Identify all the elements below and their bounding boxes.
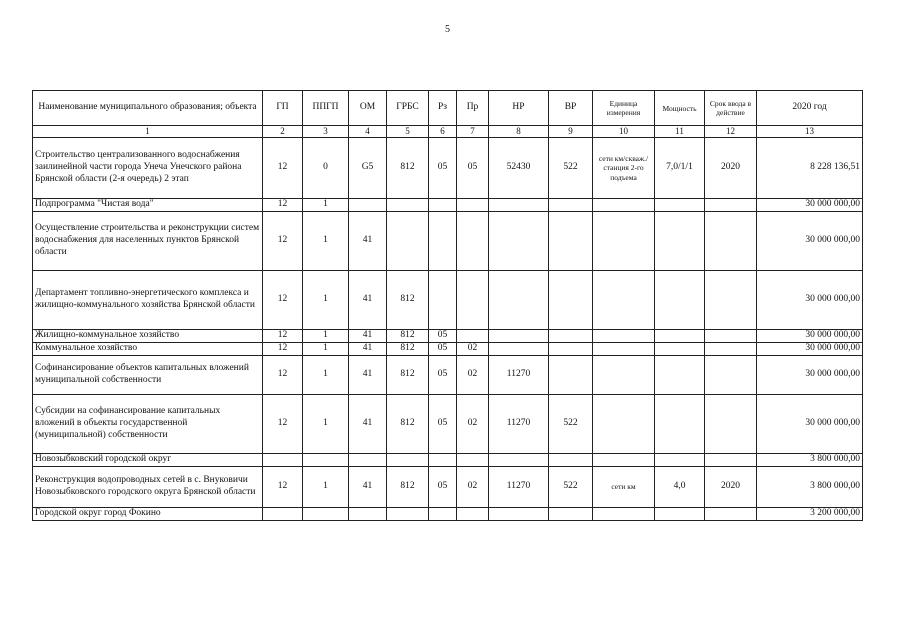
table-cell xyxy=(593,355,655,394)
table-cell: Субсидии на софинансирование капитальных вложений в объекты государственной (муниципальной) собственности xyxy=(33,394,263,453)
table-cell xyxy=(549,355,593,394)
table-cell: 8 228 136,51 xyxy=(757,138,863,199)
header-grbs: ГРБС xyxy=(387,91,429,126)
table-cell xyxy=(549,507,593,520)
table-cell xyxy=(655,199,705,212)
col-number: 11 xyxy=(655,126,705,138)
table-cell xyxy=(349,199,387,212)
header-pr: Пр xyxy=(457,91,489,126)
table-cell: Коммунальное хозяйство xyxy=(33,343,263,356)
table-cell: 1 xyxy=(303,212,349,271)
table-cell xyxy=(387,212,429,271)
table-cell xyxy=(549,330,593,343)
table-cell xyxy=(705,507,757,520)
table-cell xyxy=(457,453,489,466)
table-cell xyxy=(655,271,705,330)
table-cell xyxy=(457,199,489,212)
table-cell xyxy=(489,271,549,330)
table-cell xyxy=(705,330,757,343)
table-cell: 30 000 000,00 xyxy=(757,330,863,343)
table-cell: 41 xyxy=(349,343,387,356)
table-cell: 41 xyxy=(349,212,387,271)
table-cell xyxy=(593,212,655,271)
table-cell xyxy=(457,330,489,343)
col-number: 12 xyxy=(705,126,757,138)
table-cell xyxy=(489,453,549,466)
table-cell: 41 xyxy=(349,394,387,453)
col-number: 3 xyxy=(303,126,349,138)
table-cell: 812 xyxy=(387,138,429,199)
table-cell: 30 000 000,00 xyxy=(757,271,863,330)
table-cell xyxy=(705,212,757,271)
table-cell: 2020 xyxy=(705,466,757,507)
table-cell: 41 xyxy=(349,330,387,343)
table-cell: 02 xyxy=(457,355,489,394)
table-cell xyxy=(593,199,655,212)
table-cell: 812 xyxy=(387,466,429,507)
table-cell: 522 xyxy=(549,394,593,453)
table-cell: 12 xyxy=(263,394,303,453)
budget-table xyxy=(32,90,863,521)
table-cell: 02 xyxy=(457,343,489,356)
table-cell xyxy=(263,453,303,466)
table-cell: 3 200 000,00 xyxy=(757,507,863,520)
table-row xyxy=(33,394,863,453)
table-cell: 12 xyxy=(263,212,303,271)
table-cell: 12 xyxy=(263,330,303,343)
table-cell: Реконструкция водопроводных сетей в с. Внуковичи Новозыбковского городского округа Брянской области xyxy=(33,466,263,507)
header-row xyxy=(33,91,863,126)
table-cell: 41 xyxy=(349,466,387,507)
table-cell: 05 xyxy=(457,138,489,199)
table-cell xyxy=(655,355,705,394)
column-number-row xyxy=(33,126,863,138)
col-number: 13 xyxy=(757,126,863,138)
table-cell xyxy=(387,199,429,212)
table-cell xyxy=(489,343,549,356)
col-number: 2 xyxy=(263,126,303,138)
table-cell: 05 xyxy=(429,330,457,343)
header-name: Наименование муниципального образования; объекта xyxy=(33,91,263,126)
table-cell: 1 xyxy=(303,271,349,330)
table-cell: 30 000 000,00 xyxy=(757,212,863,271)
page-number: 5 xyxy=(445,24,450,35)
table-cell: 1 xyxy=(303,355,349,394)
col-number: 10 xyxy=(593,126,655,138)
table-cell: 12 xyxy=(263,466,303,507)
header-capacity: Мощность xyxy=(655,91,705,126)
table-cell xyxy=(705,394,757,453)
table-cell: 3 800 000,00 xyxy=(757,466,863,507)
table-cell: 2020 xyxy=(705,138,757,199)
table-cell: 12 xyxy=(263,271,303,330)
table-cell: 11270 xyxy=(489,466,549,507)
table-cell: 812 xyxy=(387,343,429,356)
table-cell: 522 xyxy=(549,466,593,507)
table-cell: 4,0 xyxy=(655,466,705,507)
table-cell: 05 xyxy=(429,466,457,507)
table-cell xyxy=(489,199,549,212)
table-cell: 30 000 000,00 xyxy=(757,199,863,212)
table-cell xyxy=(349,507,387,520)
table-cell: 41 xyxy=(349,355,387,394)
table-cell xyxy=(549,212,593,271)
table-cell: Департамент топливно-энергетического комплекса и жилищно-коммунального хозяйства Брянской области xyxy=(33,271,263,330)
table-cell xyxy=(263,507,303,520)
table-cell: 3 800 000,00 xyxy=(757,453,863,466)
table-cell: 812 xyxy=(387,394,429,453)
table-cell xyxy=(387,507,429,520)
table-cell: 1 xyxy=(303,343,349,356)
table-row xyxy=(33,507,863,520)
table-row xyxy=(33,199,863,212)
table-cell: Новозыбковский городской округ xyxy=(33,453,263,466)
header-commission-date: Срок ввода в действие xyxy=(705,91,757,126)
table-cell xyxy=(303,453,349,466)
table-cell xyxy=(429,199,457,212)
table-cell xyxy=(429,271,457,330)
header-om: ОМ xyxy=(349,91,387,126)
table-cell xyxy=(655,453,705,466)
table-cell: 812 xyxy=(387,330,429,343)
table-cell: 30 000 000,00 xyxy=(757,394,863,453)
table-cell: сети км xyxy=(593,466,655,507)
table-cell xyxy=(303,507,349,520)
table-cell xyxy=(593,271,655,330)
table-cell xyxy=(655,394,705,453)
table-cell: 02 xyxy=(457,466,489,507)
col-number: 9 xyxy=(549,126,593,138)
table-cell xyxy=(457,212,489,271)
table-cell xyxy=(655,507,705,520)
header-gp: ГП xyxy=(263,91,303,126)
table-cell: 05 xyxy=(429,394,457,453)
table-cell: 812 xyxy=(387,271,429,330)
table-cell xyxy=(549,453,593,466)
col-number: 5 xyxy=(387,126,429,138)
table-cell: 41 xyxy=(349,271,387,330)
col-number: 6 xyxy=(429,126,457,138)
table-row xyxy=(33,355,863,394)
table-cell: 1 xyxy=(303,330,349,343)
header-vr: ВР xyxy=(549,91,593,126)
table-cell: сети км/скваж./станция 2-го подъема xyxy=(593,138,655,199)
table-cell: 12 xyxy=(263,138,303,199)
table-row xyxy=(33,212,863,271)
table-cell: 1 xyxy=(303,394,349,453)
table-cell: 52430 xyxy=(489,138,549,199)
table-cell xyxy=(457,507,489,520)
col-number: 7 xyxy=(457,126,489,138)
table-cell: 522 xyxy=(549,138,593,199)
table-cell xyxy=(429,507,457,520)
table-cell: 12 xyxy=(263,355,303,394)
table-cell: 1 xyxy=(303,466,349,507)
table-cell: Жилищно-коммунальное хозяйство xyxy=(33,330,263,343)
table-cell xyxy=(655,330,705,343)
table-cell xyxy=(489,507,549,520)
table-cell xyxy=(705,343,757,356)
table-cell xyxy=(549,199,593,212)
header-unit: Единица измерения xyxy=(593,91,655,126)
table-cell: Городской округ город Фокино xyxy=(33,507,263,520)
header-rz: Рз xyxy=(429,91,457,126)
table-row xyxy=(33,330,863,343)
table-cell xyxy=(549,271,593,330)
table-cell xyxy=(387,453,429,466)
table-row xyxy=(33,343,863,356)
table-cell: 12 xyxy=(263,199,303,212)
table-cell: G5 xyxy=(349,138,387,199)
table-cell: 02 xyxy=(457,394,489,453)
table-cell xyxy=(705,453,757,466)
table-cell xyxy=(593,453,655,466)
table-cell xyxy=(705,355,757,394)
table-cell xyxy=(655,212,705,271)
table-cell: Строительство централизованного водоснабжения заилинейной части города Унеча Унечского района Брянской области (2-я очередь) 2 этап xyxy=(33,138,263,199)
table-cell xyxy=(489,212,549,271)
table-row xyxy=(33,138,863,199)
table-row xyxy=(33,466,863,507)
table-cell xyxy=(705,271,757,330)
table-cell xyxy=(489,330,549,343)
table-cell: 11270 xyxy=(489,355,549,394)
header-ppgp: ППГП xyxy=(303,91,349,126)
table-cell xyxy=(593,394,655,453)
table-cell: Осуществление строительства и реконструкции систем водоснабжения для населенных пунктов Брянской области xyxy=(33,212,263,271)
table-cell: 05 xyxy=(429,138,457,199)
table-cell: 1 xyxy=(303,199,349,212)
table-cell: 05 xyxy=(429,343,457,356)
col-number: 4 xyxy=(349,126,387,138)
header-year-2020: 2020 год xyxy=(757,91,863,126)
table-cell xyxy=(429,453,457,466)
table-cell xyxy=(705,199,757,212)
col-number: 1 xyxy=(33,126,263,138)
table-cell: 7,0/1/1 xyxy=(655,138,705,199)
table-cell xyxy=(457,271,489,330)
table-cell xyxy=(593,343,655,356)
table-cell: 30 000 000,00 xyxy=(757,343,863,356)
table-row xyxy=(33,453,863,466)
table-cell xyxy=(349,453,387,466)
table-cell: 30 000 000,00 xyxy=(757,355,863,394)
table-cell xyxy=(593,507,655,520)
table-cell: 05 xyxy=(429,355,457,394)
table-cell xyxy=(593,330,655,343)
table-cell xyxy=(549,343,593,356)
table-cell: 11270 xyxy=(489,394,549,453)
table-row xyxy=(33,271,863,330)
header-nr: НР xyxy=(489,91,549,126)
table-cell: 12 xyxy=(263,343,303,356)
table-cell: Софинансирование объектов капитальных вложений муниципальной собственности xyxy=(33,355,263,394)
table-cell: 0 xyxy=(303,138,349,199)
table-cell: 812 xyxy=(387,355,429,394)
table-cell xyxy=(655,343,705,356)
table-cell xyxy=(429,212,457,271)
col-number: 8 xyxy=(489,126,549,138)
table-cell: Подпрограмма "Чистая вода" xyxy=(33,199,263,212)
